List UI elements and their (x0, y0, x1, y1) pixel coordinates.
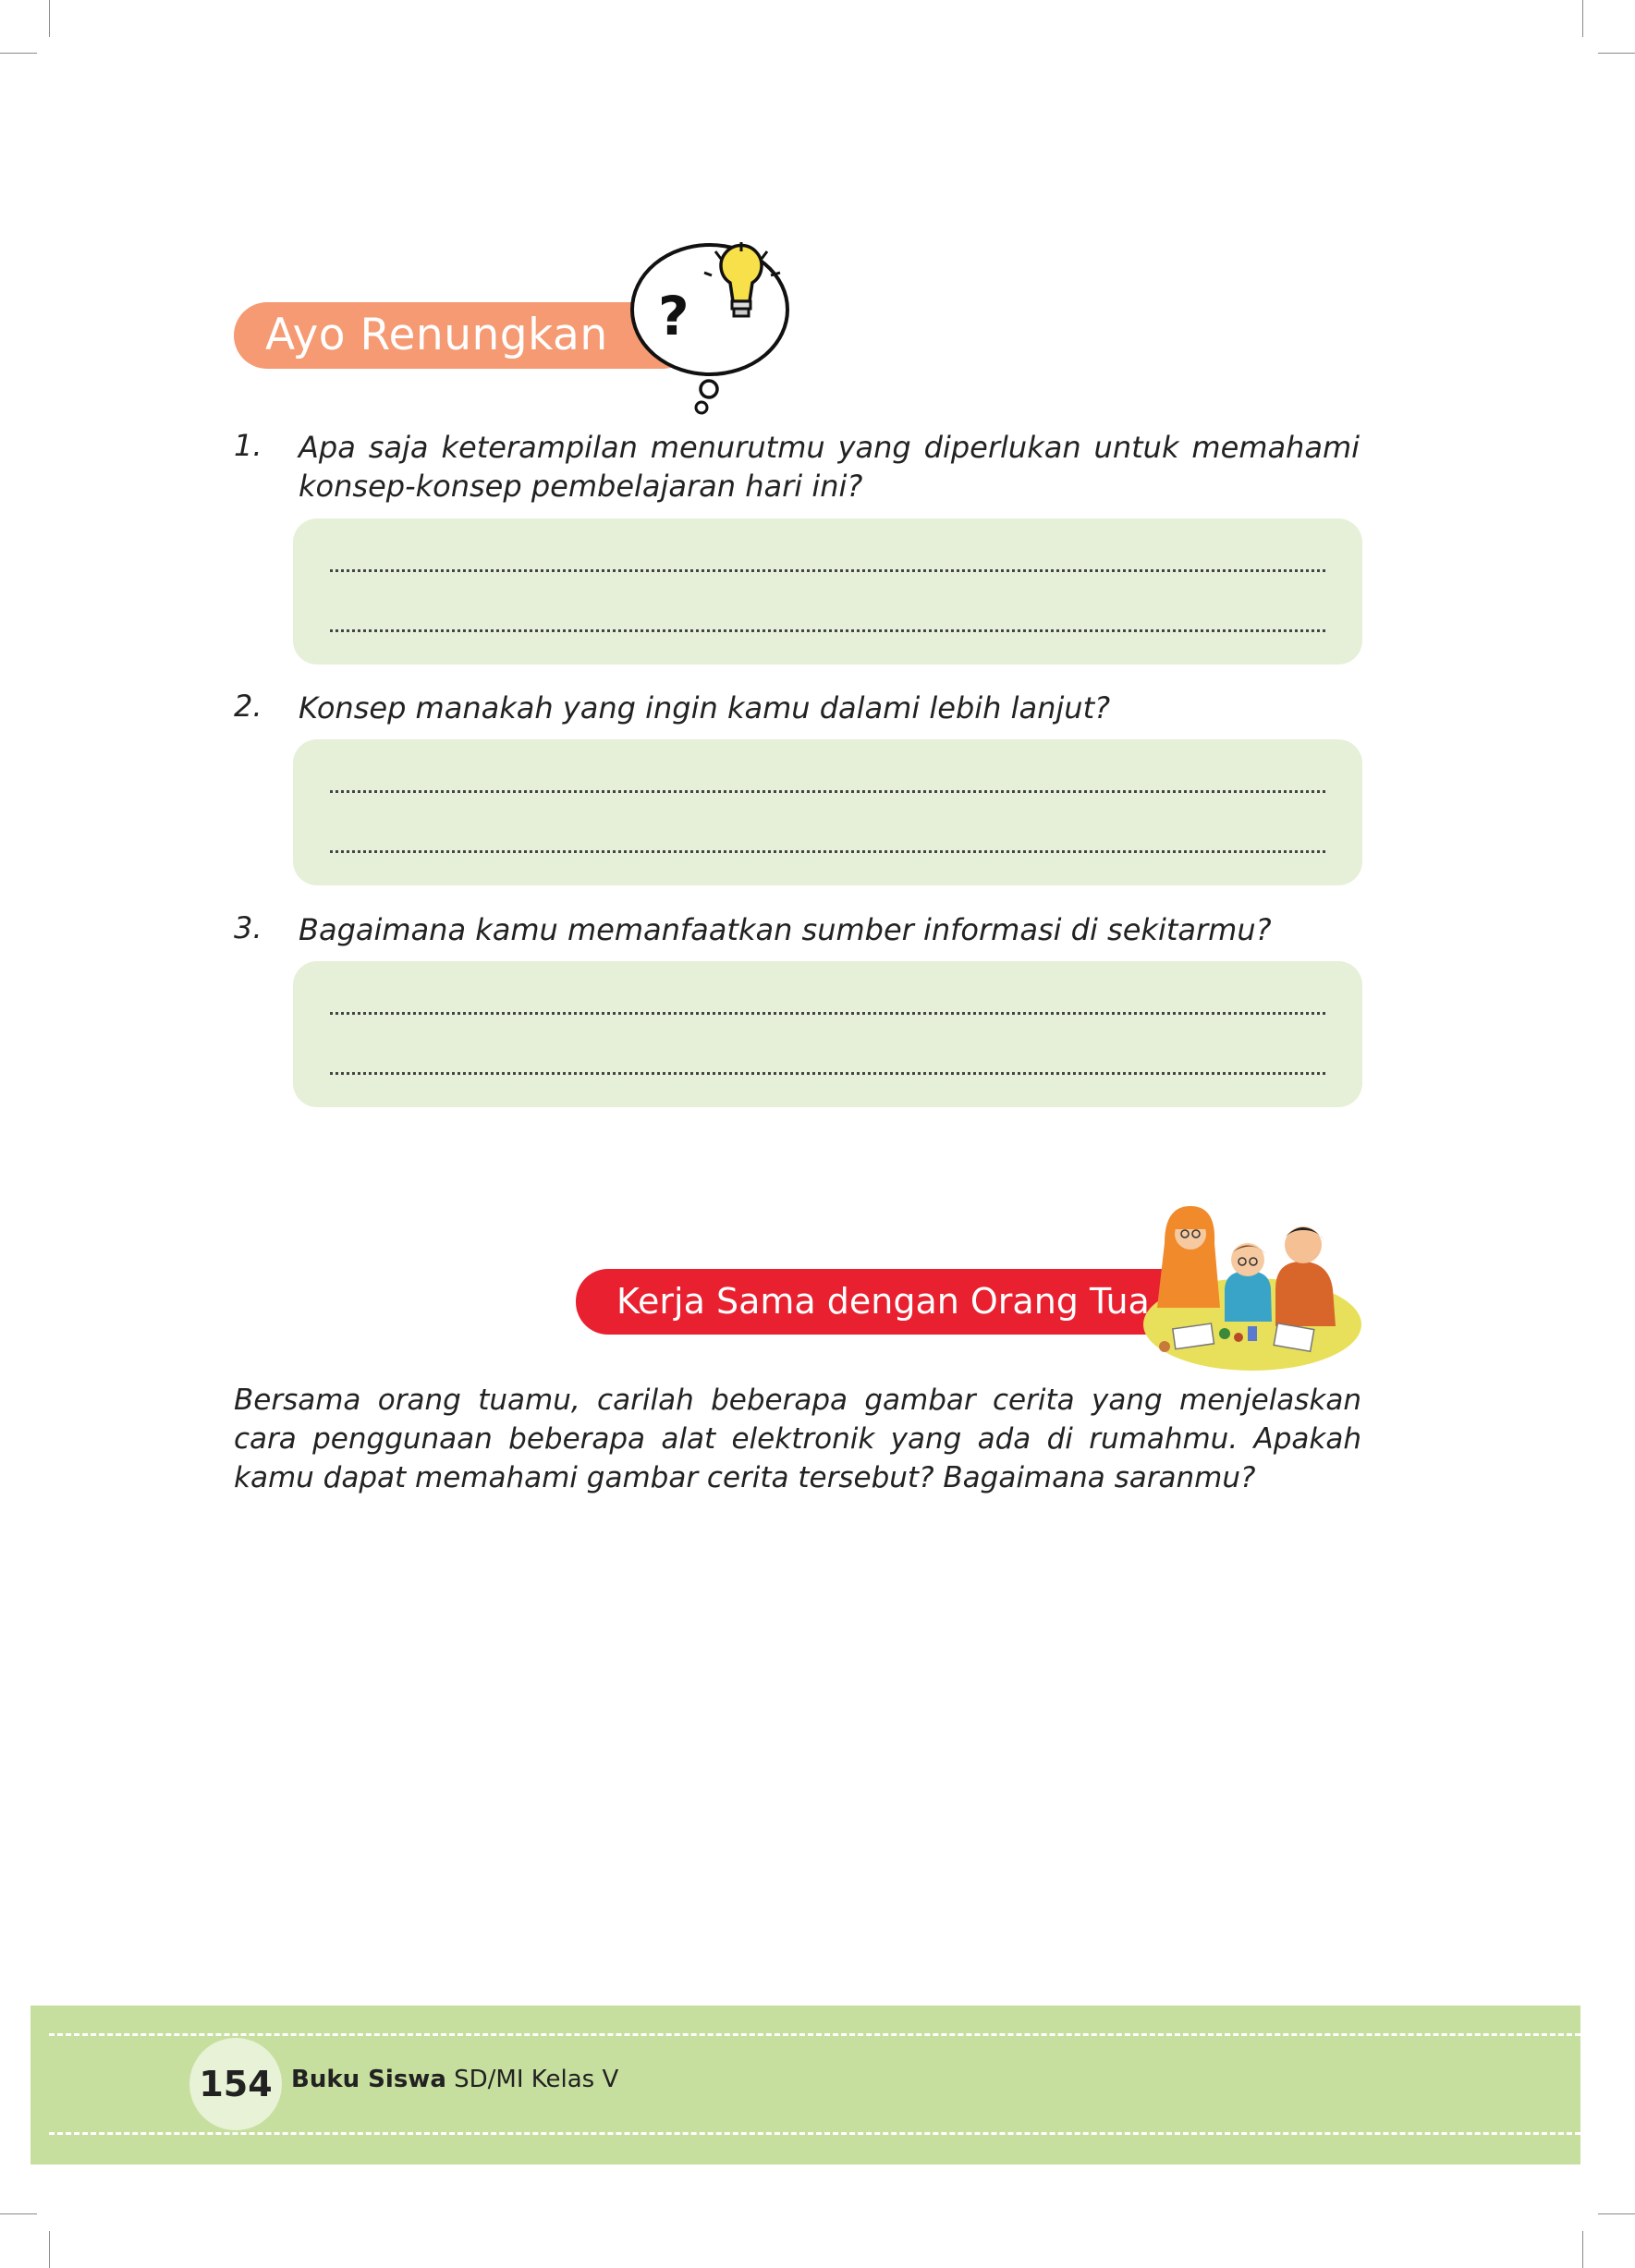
answer-line[interactable] (330, 569, 1325, 572)
footer-dashed-line (49, 2033, 1580, 2036)
page-footer (31, 2006, 1580, 2164)
crop-mark (0, 53, 37, 54)
activity-paragraph: Bersama orang tuamu, carilah beberapa gambar cerita yang menjelaskan cara penggunaan beberapa alat elektronik yang ada di rumahmu. Apakah kamu dapat memahami gambar cerita tersebut? Bagaimana saranmu? (234, 1384, 1361, 1494)
question-text: Apa saja keterampilan menurutmu yang diperlukan untuk memahami konsep-konsep pembelajaran hari ini? (299, 430, 1360, 504)
crop-mark (49, 2231, 50, 2268)
question-mark: ? (658, 285, 689, 348)
book-title-bold: Buku Siswa (291, 2066, 446, 2093)
answer-line[interactable] (330, 1072, 1325, 1075)
crop-mark (1598, 2213, 1635, 2214)
answer-line[interactable] (330, 850, 1325, 853)
section-title: Kerja Sama dengan Orang Tua (616, 1281, 1150, 1322)
question-text: Bagaimana kamu memanfaatkan sumber informasi di sekitarmu? (299, 912, 1272, 947)
answer-box[interactable] (293, 739, 1362, 885)
question-number: 3. (234, 910, 262, 945)
family-illustration (1137, 1188, 1363, 1372)
question-text: Konsep manakah yang ingin kamu dalami lebih lanjut? (299, 690, 1111, 726)
book-level: SD/MI Kelas V (454, 2066, 619, 2093)
question-number: 1. (234, 428, 262, 463)
footer-dashed-line (49, 2132, 1580, 2135)
crop-mark (49, 0, 50, 37)
book-title (291, 2066, 618, 2093)
crop-mark (0, 2213, 37, 2214)
answer-line[interactable] (330, 790, 1325, 793)
crop-mark (1598, 53, 1635, 54)
page-number: 154 (199, 2064, 273, 2104)
crop-mark (1582, 0, 1583, 37)
question-number: 2. (234, 689, 262, 724)
answer-line[interactable] (330, 1012, 1325, 1015)
answer-box[interactable] (293, 961, 1362, 1107)
section-title: Ayo Renungkan (265, 310, 608, 360)
answer-box[interactable] (293, 518, 1362, 665)
thought-bubble-lightbulb-icon (621, 238, 797, 419)
crop-mark (1582, 2231, 1583, 2268)
answer-line[interactable] (330, 629, 1325, 632)
